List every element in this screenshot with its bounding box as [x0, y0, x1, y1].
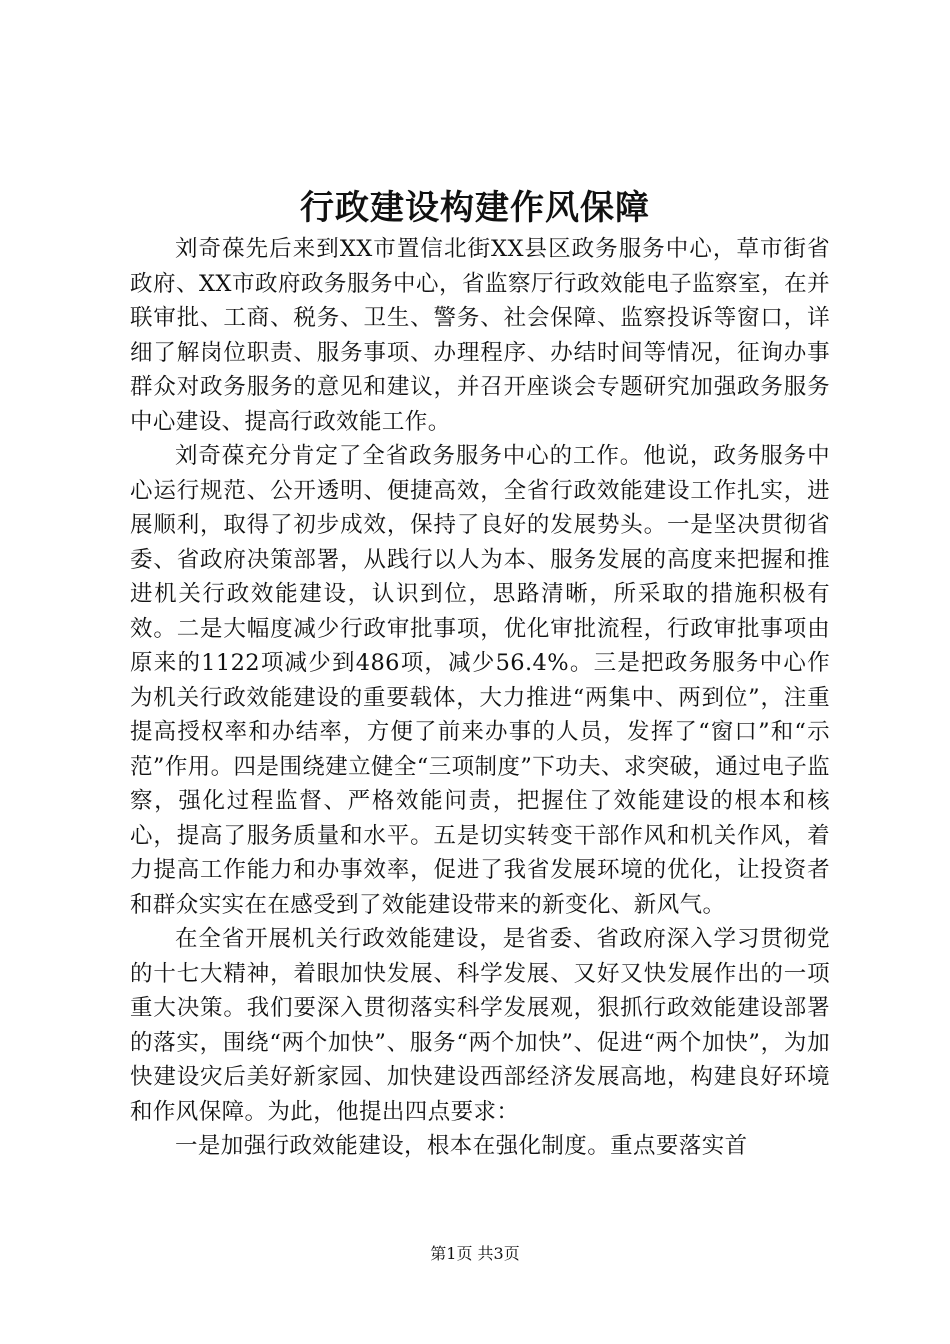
- paragraph-3: 在全省开展机关行政效能建设，是省委、省政府深入学习贯彻党的十七大精神，着眼加快发展、科学发展、又好又快发展作出的一项重大决策。我们要深入贯彻落实科学发展观，狠抓行政效能建设部署的落实，围绕“两个加快”、服务“两个加快”、促进“两个加快”，为加快建设灾后美好新家园、加快建设西部经济发展高地，构建良好环境和作风保障。为此，他提出四点要求：: [130, 926, 830, 1125]
- paragraph-4: 一是加强行政效能建设，根本在强化制度。重点要落实首: [175, 1133, 748, 1159]
- page-number-footer: 第1页 共3页: [430, 1244, 520, 1263]
- paragraph-2: 刘奇葆充分肯定了全省政务服务中心的工作。他说，政务服务中心运行规范、公开透明、便捷高效，全省行政效能建设工作扎实，进展顺利，取得了初步成效，保持了良好的发展势头。一是坚决贯彻省委、省政府决策部署，从践行以人为本、服务发展的高度来把握和推进机关行政效能建设，认识到位，思路清晰，所采取的措施积极有效。二是大幅度减少行政审批事项，优化审批流程，行政审批事项由原来的1122项减少到486项，减少56.4%。三是把政务服务中心作为机关行政效能建设的重要载体，大力推进“两集中、两到位”，注重提高授权率和办结率，方便了前来办事的人员，发挥了“窗口”和“示范”作用。四是围绕建立健全“三项制度”下功夫、求突破，通过电子监察，强化过程监督、严格效能问责，把握住了效能建设的根本和核心，提高了服务质量和水平。五是切实转变干部作风和机关作风，着力提高工作能力和办事效率，促进了我省发展环境的优化，让投资者和群众实实在在感受到了效能建设带来的新变化、新风气。: [130, 443, 830, 918]
- document-body: [130, 232, 830, 1164]
- document-title: 行政建设构建作风保障: [300, 188, 650, 228]
- paragraph-1: 刘奇葆先后来到XX市置信北街XX县区政务服务中心，草市街省政府、XX市政府政务服务中心，省监察厅行政效能电子监察室，在并联审批、工商、税务、卫生、警务、社会保障、监察投诉等窗口，详细了解岗位职责、服务事项、办理程序、办结时间等情况，征询办事群众对政务服务的意见和建议，并召开座谈会专题研究加强政务服务中心建设、提高行政效能工作。: [130, 236, 830, 435]
